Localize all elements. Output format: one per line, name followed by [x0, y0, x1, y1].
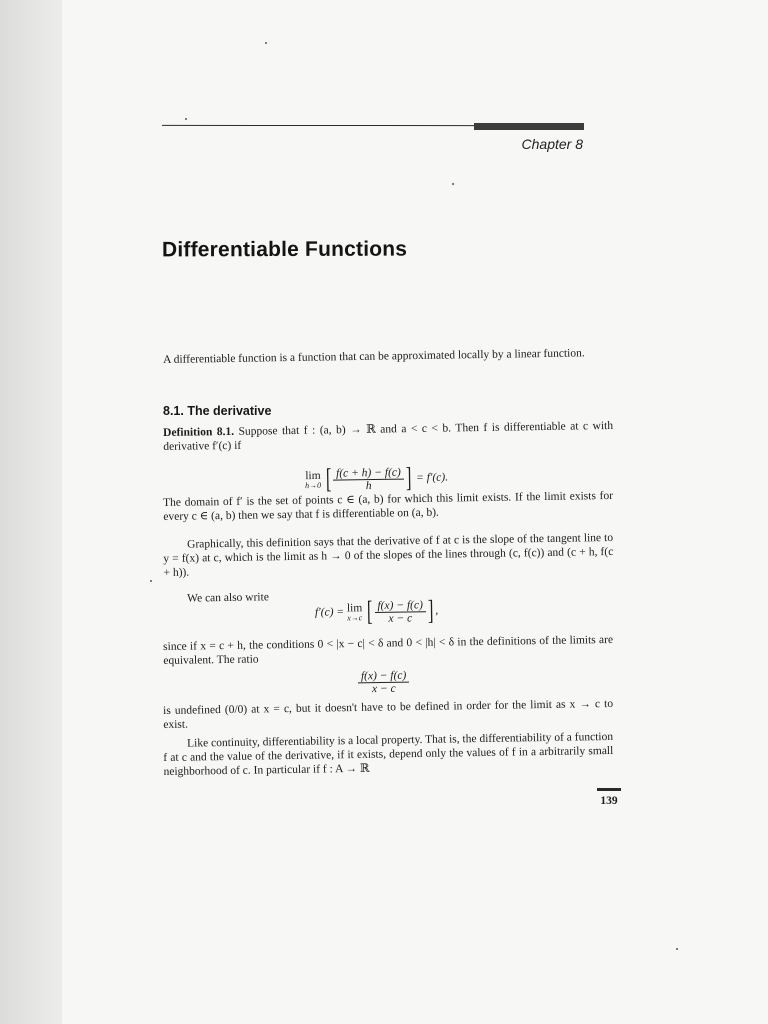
fraction-denominator: h: [365, 479, 372, 492]
scan-speck: [185, 118, 187, 120]
locality-text: Like continuity, differentiability is a local property. That is, the differentiability of a function f at c and the value of the derivative, if it exists, depend only the values of f in a arbitrarily small neighborhood of c. In particular if f : A → ℝ: [163, 730, 614, 778]
domain-paragraph: The domain of f′ is the set of points c ∈ (a, b) for which this limit exists. If the limit exists for every c ∈ (a, b) then we say that f is differentiable on (a, b).: [163, 489, 614, 523]
locality-paragraph: [163, 730, 614, 779]
fraction-denominator: x − c: [371, 682, 396, 696]
section-number: 8.1.: [163, 404, 184, 418]
difference-quotient: [333, 466, 404, 492]
chapter-title: Differentiable Functions: [161, 237, 408, 262]
bracket-right: ]: [405, 462, 412, 494]
limit-operator: [347, 602, 363, 622]
graphical-text: Graphically, this definition says that the derivative of f at c is the slope of the tangent line to y = f(x) at c, which is the limit as h → 0 of the slopes of the lines through (c, f(c)) and (c + h, f(c + h)).: [163, 531, 614, 579]
undefined-paragraph: is undefined (0/0) at x = c, but it doesn't have to be defined in order for the limit as x → c to exist.: [163, 697, 614, 731]
equation-tail: ,: [435, 604, 439, 617]
page-number: 139: [600, 795, 618, 807]
limit-operator: [305, 470, 321, 490]
since-paragraph: since if x = c + h, the conditions 0 < |x − c| < δ and 0 < |h| < δ in the definitions of the limits are equivalent. The ratio: [163, 633, 614, 667]
difference-quotient: [374, 599, 426, 625]
bracket-left: [: [366, 596, 373, 628]
ratio-fraction: [358, 670, 410, 696]
limit-word: lim: [305, 469, 321, 483]
bracket-right: ]: [427, 595, 434, 627]
scan-speck: [452, 183, 454, 185]
intro-paragraph: A differentiable function is a function that can be approximated locally by a linear function.: [163, 347, 585, 366]
section-heading: [163, 404, 271, 418]
fraction-numerator: f(x) − f(c): [374, 599, 426, 613]
bracket-left: [: [325, 463, 332, 495]
definition-label: Definition 8.1.: [163, 425, 235, 439]
definition-text: Suppose that f : (a, b) → ℝ and a < c < b. Then f is differentiable at c with derivative f′(c) if: [163, 419, 614, 453]
limit-subscript: x→c: [347, 613, 363, 623]
scan-speck: [265, 42, 267, 44]
graphical-paragraph: [163, 531, 614, 580]
chapter-label: Chapter 8: [521, 136, 583, 152]
header-rule-bar: [474, 123, 584, 130]
limit-word: lim: [346, 602, 363, 615]
fraction-numerator: f(x) − f(c): [358, 670, 410, 684]
section-title: The derivative: [187, 404, 272, 418]
fraction-numerator: f(c + h) − f(c): [333, 466, 404, 480]
limit-subscript: h→0: [305, 480, 322, 491]
write-text: We can also write: [187, 591, 269, 605]
alternate-derivative-equation: [315, 597, 439, 627]
equation-rhs: = f′(c).: [415, 471, 449, 485]
scan-speck: [676, 948, 678, 950]
derivative-equation: [305, 464, 449, 494]
equation-lhs: f′(c) =: [314, 606, 348, 619]
scan-speck: [150, 580, 152, 582]
ratio-equation: [358, 670, 410, 696]
fraction-denominator: x − c: [388, 611, 413, 625]
page-number-bar: [597, 788, 621, 791]
